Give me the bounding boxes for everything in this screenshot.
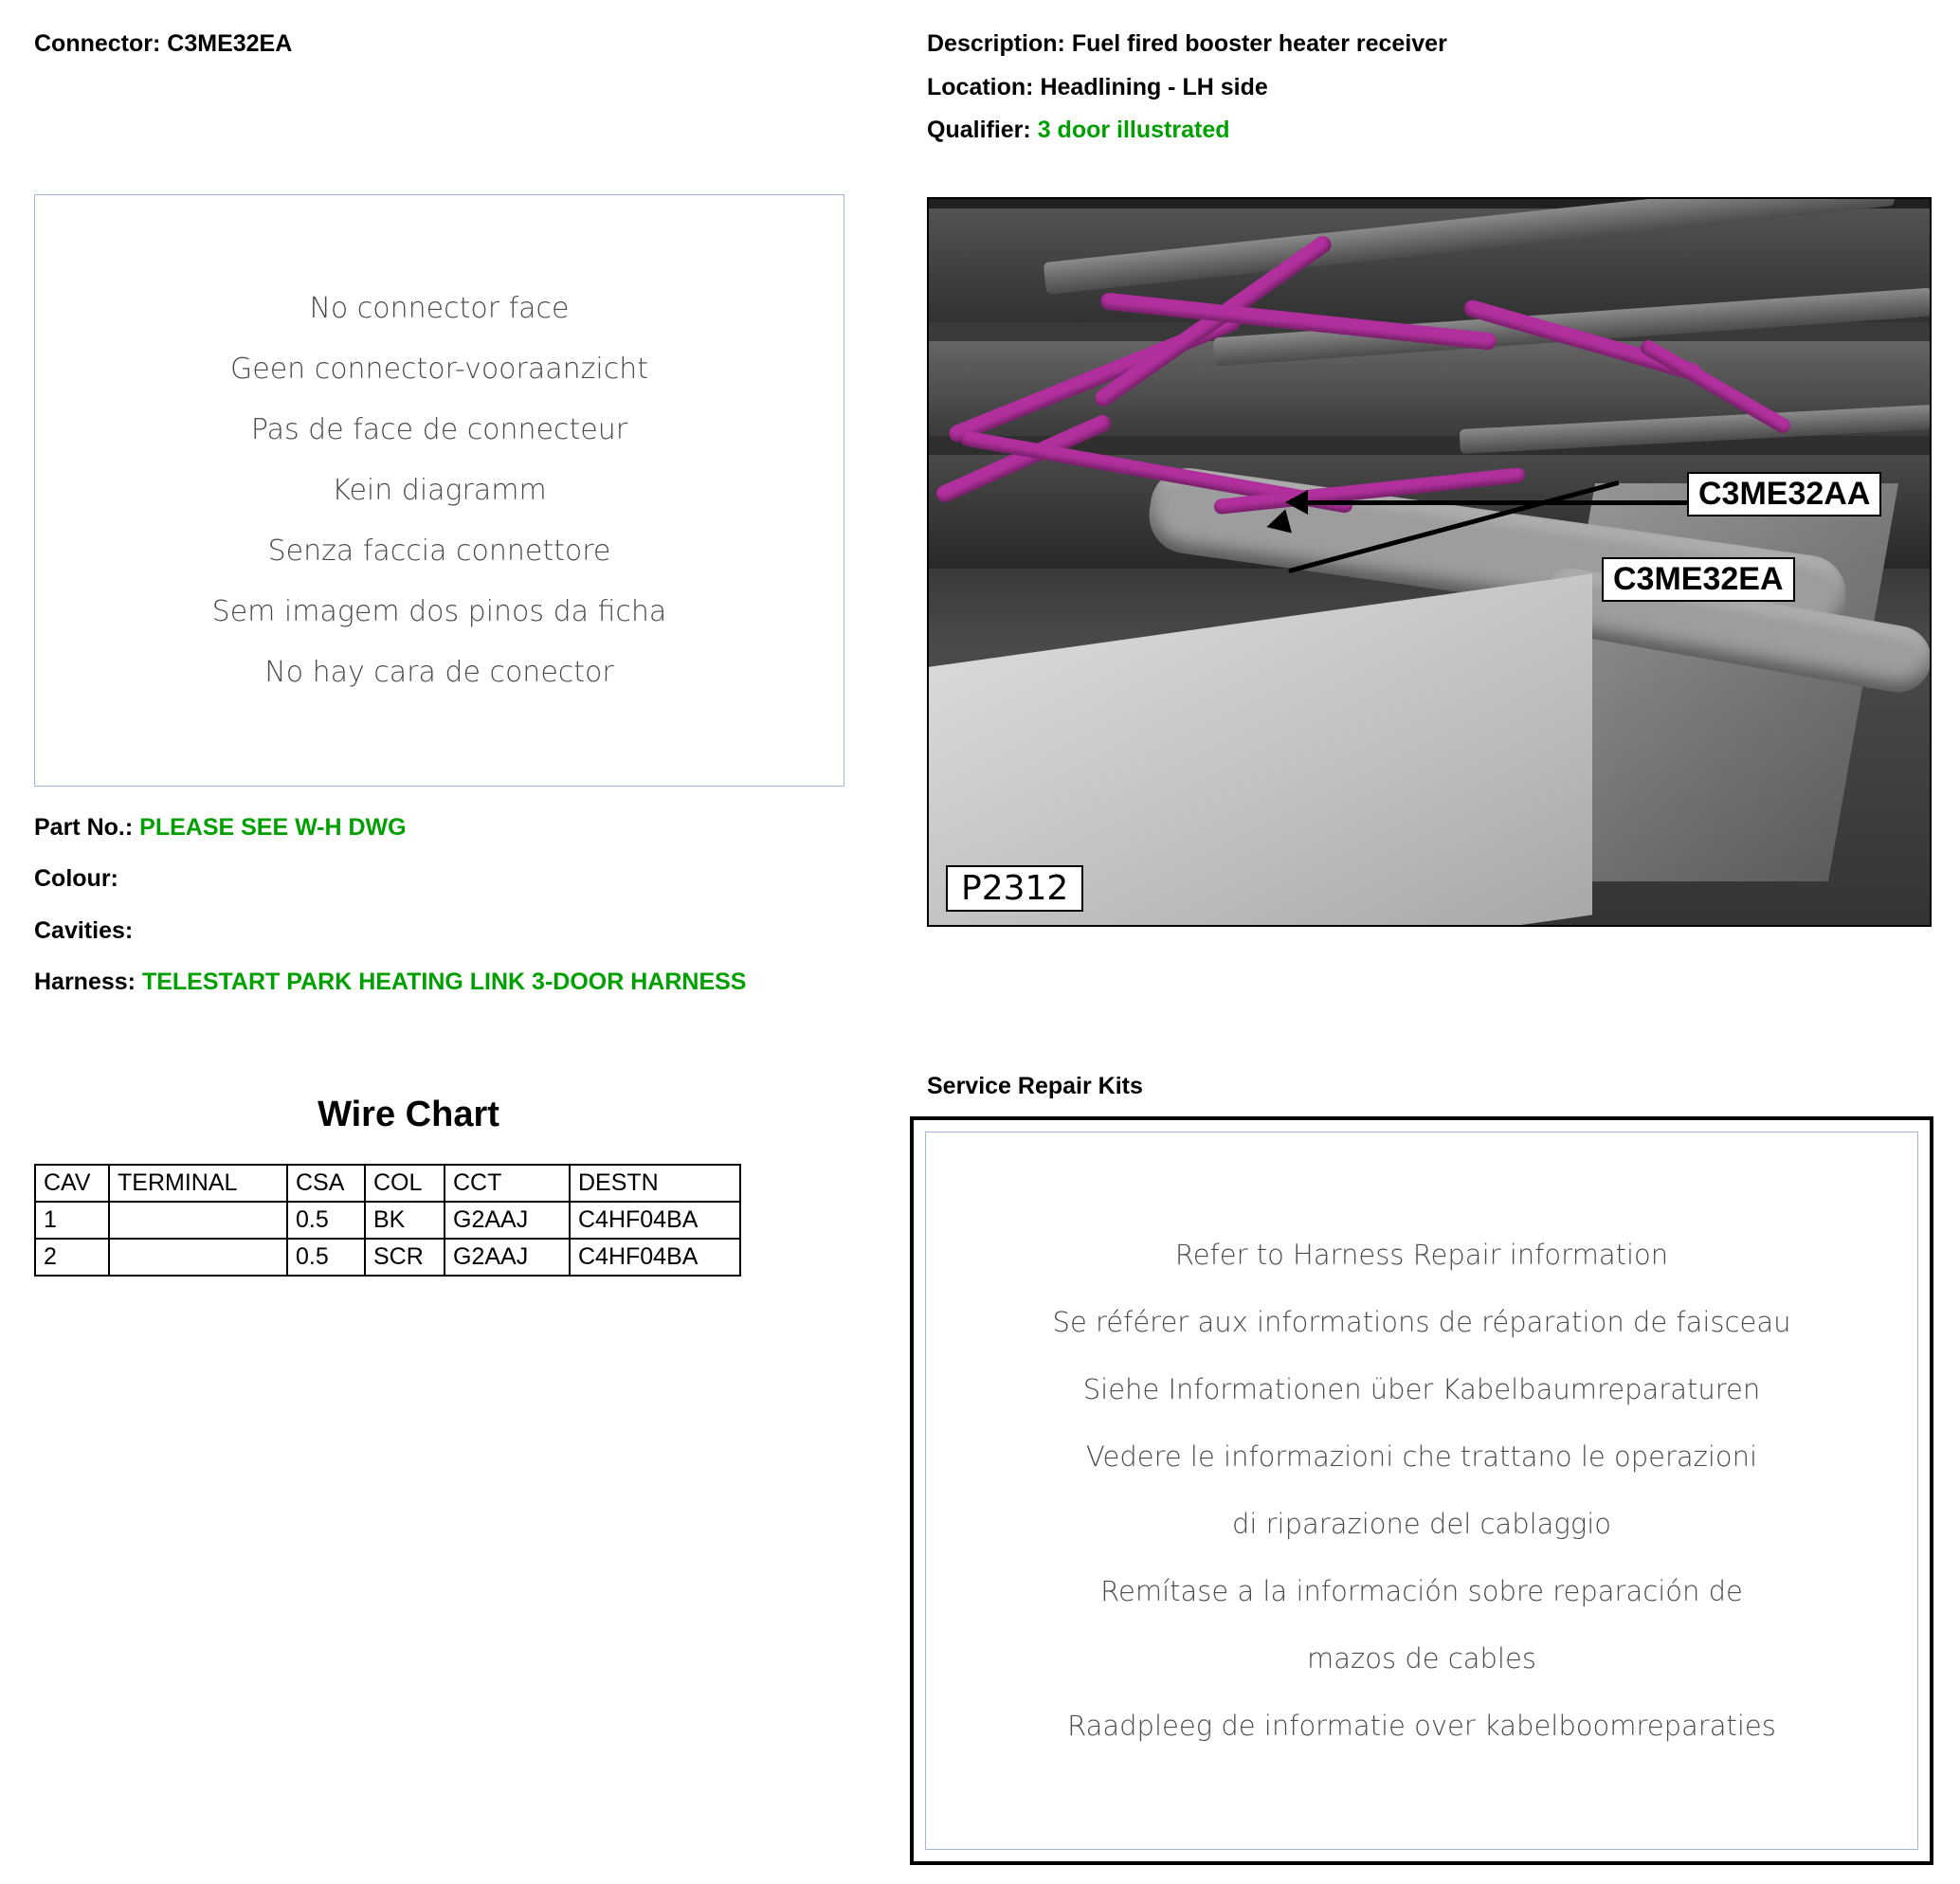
callout-c3me32ea: C3ME32EA	[1602, 557, 1795, 602]
cell-terminal	[109, 1202, 287, 1239]
srk-line: mazos de cables	[1307, 1642, 1536, 1675]
photo-reference-code: P2312	[946, 865, 1083, 912]
description-label: Description:	[927, 30, 1065, 57]
column-header-col: COL	[365, 1165, 445, 1202]
colour-row	[34, 861, 868, 896]
column-header-csa: CSA	[287, 1165, 365, 1202]
cavities-row	[34, 914, 868, 948]
no-face-line: Senza faccia connettore	[267, 534, 611, 568]
part-no-value: PLEASE SEE W-H DWG	[139, 814, 407, 841]
colour-label: Colour:	[34, 865, 118, 893]
column-header-cav: CAV	[35, 1165, 109, 1202]
no-face-line: No hay cara de conector	[264, 655, 614, 689]
description-line	[927, 27, 1932, 63]
cell-cct: G2AAJ	[445, 1239, 570, 1276]
qualifier-value: 3 door illustrated	[1037, 117, 1230, 143]
column-header-destn: DESTN	[570, 1165, 740, 1202]
srk-line: Refer to Harness Repair information	[1174, 1239, 1669, 1271]
srk-line: Raadpleeg de informatie over kabelboomreparaties	[1067, 1710, 1776, 1742]
harness-value: TELESTART PARK HEATING LINK 3-DOOR HARNESS	[141, 968, 747, 995]
no-face-line: No connector face	[309, 291, 570, 325]
no-face-line: Kein diagramm	[332, 473, 547, 507]
no-face-line: Pas de face de connecteur	[250, 412, 628, 446]
callout-leader-line	[1308, 500, 1687, 505]
cell-destn: C4HF04BA	[570, 1202, 740, 1239]
service-repair-kits-box	[910, 1116, 1933, 1865]
srk-line: Vedere le informazioni che trattano le operazioni	[1085, 1440, 1758, 1473]
connector-line	[34, 27, 868, 63]
part-no-label: Part No.:	[34, 814, 134, 841]
harness-label: Harness:	[34, 968, 136, 995]
cell-destn: C4HF04BA	[570, 1239, 740, 1276]
description-header	[927, 27, 1932, 156]
part-no-row	[34, 810, 868, 844]
cell-terminal	[109, 1239, 287, 1276]
location-value: Headlining - LH side	[1040, 73, 1268, 100]
callout-c3me32aa: C3ME32AA	[1687, 472, 1881, 516]
cell-col: BK	[365, 1202, 445, 1239]
cavities-label: Cavities:	[34, 916, 134, 944]
connector-metadata	[34, 810, 868, 1016]
callout-arrow-head	[1285, 490, 1308, 515]
no-face-line: Geen connector-vooraanzicht	[229, 352, 649, 386]
srk-line: Siehe Informationen über Kabelbaumreparaturen	[1082, 1373, 1761, 1405]
service-repair-kits-title: Service Repair Kits	[927, 1073, 1143, 1099]
cell-cct: G2AAJ	[445, 1202, 570, 1239]
no-face-line: Sem imagem dos pinos da ficha	[211, 594, 667, 628]
wire-chart-table	[34, 1164, 741, 1277]
qualifier-line	[927, 113, 1932, 149]
srk-line: Remítase a la información sobre reparación de	[1100, 1575, 1743, 1607]
srk-line: Se référer aux informations de réparation de faisceau	[1052, 1306, 1791, 1338]
srk-line: di riparazione del cablaggio	[1231, 1508, 1612, 1540]
location-label: Location:	[927, 73, 1034, 100]
location-photo	[927, 197, 1932, 927]
cell-csa: 0.5	[287, 1202, 365, 1239]
column-header-cct: CCT	[445, 1165, 570, 1202]
cell-cav: 1	[35, 1202, 109, 1239]
table-row	[35, 1202, 740, 1239]
wire-chart-title: Wire Chart	[318, 1095, 499, 1134]
qualifier-label: Qualifier:	[927, 117, 1031, 143]
description-value: Fuel fired booster heater receiver	[1071, 30, 1447, 57]
connector-header	[34, 27, 868, 70]
cell-cav: 2	[35, 1239, 109, 1276]
cell-col: SCR	[365, 1239, 445, 1276]
location-line	[927, 70, 1932, 106]
no-connector-face-box	[34, 194, 844, 787]
column-header-terminal: TERMINAL	[109, 1165, 287, 1202]
connector-value: C3ME32EA	[167, 30, 293, 57]
connector-label: Connector:	[34, 30, 161, 57]
table-row	[35, 1239, 740, 1276]
table-header-row	[35, 1165, 740, 1202]
cell-csa: 0.5	[287, 1239, 365, 1276]
harness-row	[34, 965, 868, 999]
service-repair-kits-inner	[925, 1132, 1918, 1850]
photo-image	[929, 199, 1930, 925]
